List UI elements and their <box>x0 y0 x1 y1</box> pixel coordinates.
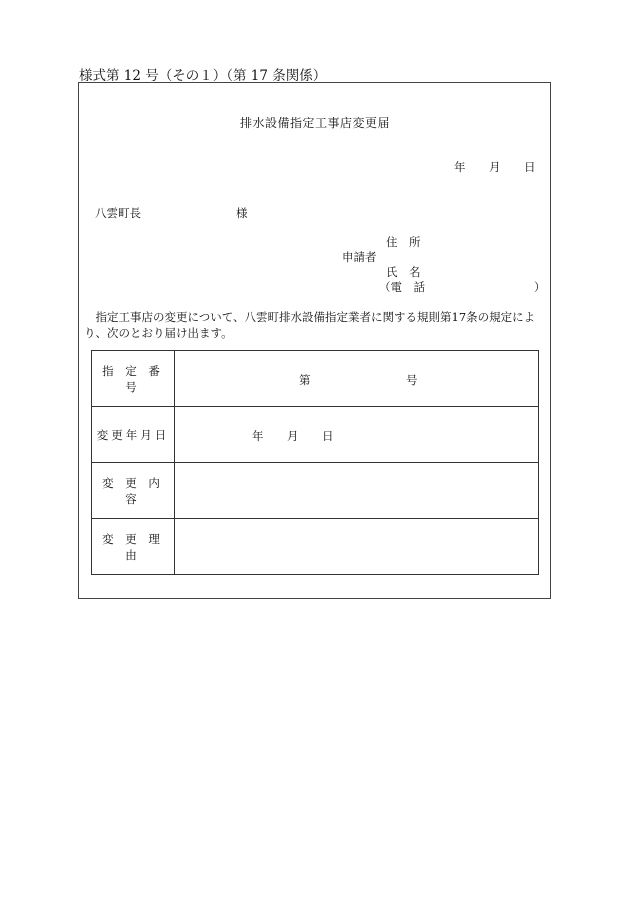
date-month-label: 月 <box>489 160 501 174</box>
change-date-month: 月 <box>287 429 299 443</box>
document-title: 排水設備指定工事店変更届 <box>239 116 390 130</box>
table-row <box>92 407 539 463</box>
addressee-honorific: 様 <box>236 206 248 220</box>
date-year-label: 年 <box>454 160 466 174</box>
label-change-reason: 変 更 理 由 <box>92 519 175 575</box>
dai-label: 第 <box>299 373 311 387</box>
change-date-year: 年 <box>252 429 264 443</box>
date-day-label: 日 <box>524 160 536 174</box>
table-row <box>92 463 539 519</box>
table-row <box>92 351 539 407</box>
applicant-label: 申請者 <box>342 250 377 264</box>
change-content-field[interactable] <box>175 463 539 519</box>
label-change-date: 変更年月日 <box>92 407 175 463</box>
form-reference: 様式第 12 号（その１）（第 17 条関係） <box>79 68 327 84</box>
designation-number-field[interactable] <box>175 351 539 407</box>
address-label: 住 所 <box>386 235 421 249</box>
body-text-line-2: り、次のとおり届け出ます。 <box>84 326 233 340</box>
phone-label: （電 話 <box>379 280 425 294</box>
change-reason-field[interactable] <box>175 519 539 575</box>
addressee-name: 八雲町長 <box>95 206 141 220</box>
label-change-content: 変 更 内 容 <box>92 463 175 519</box>
change-date-field[interactable] <box>175 407 539 463</box>
body-text-line-1: 指定工事店の変更について、八雲町排水設備指定業者に関する規則第17条の規定によ <box>84 310 536 324</box>
name-label: 氏 名 <box>386 265 421 279</box>
label-designation-number: 指 定 番 号 <box>92 351 175 407</box>
gou-label: 号 <box>406 373 418 387</box>
change-date-day: 日 <box>322 429 334 443</box>
phone-close-paren: ） <box>534 280 546 294</box>
details-table <box>91 350 539 575</box>
table-row <box>92 519 539 575</box>
